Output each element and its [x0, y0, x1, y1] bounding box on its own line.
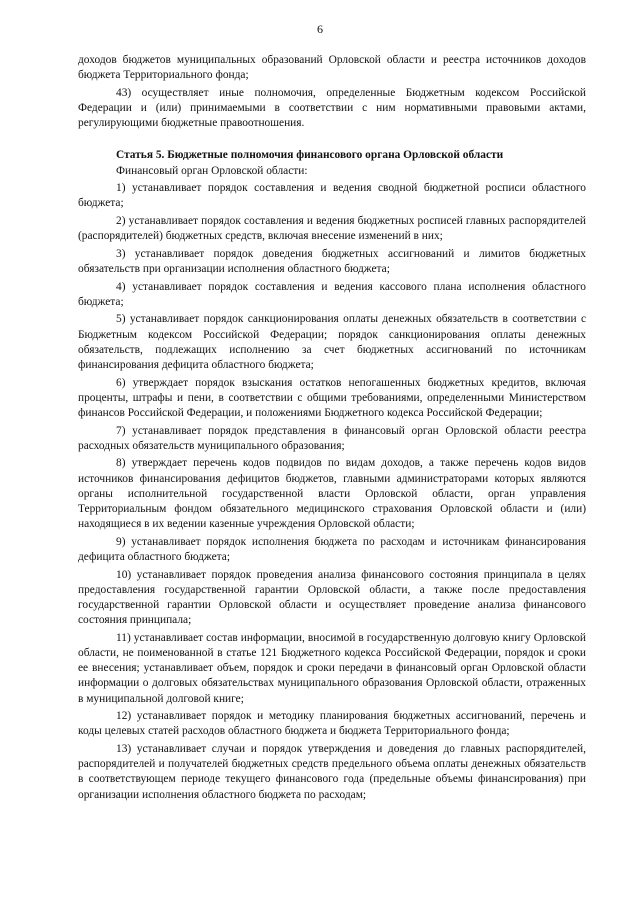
list-item: 3) устанавливает порядок доведения бюджетных ассигнований и лимитов бюджетных обязательств при организации исполнения областного бюджета;	[78, 247, 586, 275]
list-item: 9) устанавливает порядок исполнения бюджета по расходам и источникам финансирования дефицита областного бюджета;	[78, 535, 586, 563]
list-item: 12) устанавливает порядок и методику планирования бюджетных ассигнований, перечень и коды целевых статей расходов областного бюджета и бюджета Территориального фонда;	[78, 710, 586, 738]
list-item: 2) устанавливает порядок составления и ведения бюджетных росписей главных распорядителей (распорядителей) бюджетных средств, включая внесение изменений в них;	[78, 215, 586, 243]
list-item: 4) устанавливает порядок составления и ведения кассового плана исполнения областного бюджета;	[78, 280, 586, 308]
list-item: 6) утверждает порядок взыскания остатков непогашенных бюджетных кредитов, включая проценты, штрафы и пени, в соответствии с общими требованиями, определенными Министерством финансов Российской Федерации, и положениями Бюджетного кодекса Российской Федерации;	[78, 376, 586, 419]
page-number: 6	[317, 22, 323, 36]
article-intro: Финансовый орган Орловской области:	[116, 164, 308, 177]
list-item: 1) устанавливает порядок составления и ведения сводной бюджетной росписи областного бюджета;	[78, 182, 586, 210]
list-item: 5) устанавливает порядок санкционирования оплаты денежных обязательств в соответствии с Бюджетным кодексом Российской Федерации; порядок санкционирования оплаты денежных обязательств, подлежащих исполнению за счет бюджетных ассигнований по источникам финансирования дефицита областного бюджета;	[78, 313, 586, 371]
paragraph-item-43: 43) осуществляет иные полномочия, определенные Бюджетным кодексом Российской Федерации и (или) принимаемыми в соответствии с ним нормативными правовыми актами, регулирующими бюджетные правоотношения.	[78, 86, 586, 130]
document-body	[78, 53, 586, 805]
list-item: 7) устанавливает порядок представления в финансовый орган Орловской области реестра расходных обязательств муниципального образования;	[78, 424, 586, 452]
list-item: 11) устанавливает состав информации, вносимой в государственную долговую книгу Орловской области, не поименованной в статье 121 Бюджетного кодекса Российской Федерации, порядок и сроки ее внесения; устанавливает объем, порядок и сроки передачи в финансовый орган Орловской области информации о долговых обязательствах муниципального образования Орловской области, отраженных в муниципальной долговой книге;	[78, 631, 586, 705]
paragraph-continued: доходов бюджетов муниципальных образований Орловской области и реестра источников доходов бюджета Территориального фонда;	[78, 54, 586, 82]
list-item: 13) устанавливает случаи и порядок утверждения и доведения до главных распорядителей, распорядителей и получателей бюджетных средств предельного объема оплаты денежных обязательств в соответствующем периоде текущего финансового года (предельные объемы финансирования) при организации исполнения областного бюджета по расходам;	[78, 743, 586, 801]
list-item: 10) устанавливает порядок проведения анализа финансового состояния принципала в целях предоставления государственной гарантии Орловской области, а также после предоставления государственной гарантии Орловской области и осуществляет проведение анализа финансового состояния принципала;	[78, 568, 586, 627]
article-title: Статья 5. Бюджетные полномочия финансового органа Орловской области	[116, 149, 504, 162]
list-item: 8) утверждает перечень кодов подвидов по видам доходов, а также перечень кодов видов источников финансирования дефицитов бюджетов, главными администраторами которых являются органы исполнительной государственной власти Орловской области, орган управления Территориальным фондом обязательного медицинского страхования Орловской области и (или) находящиеся в их ведении казенные учреждения Орловской области;	[78, 457, 586, 531]
